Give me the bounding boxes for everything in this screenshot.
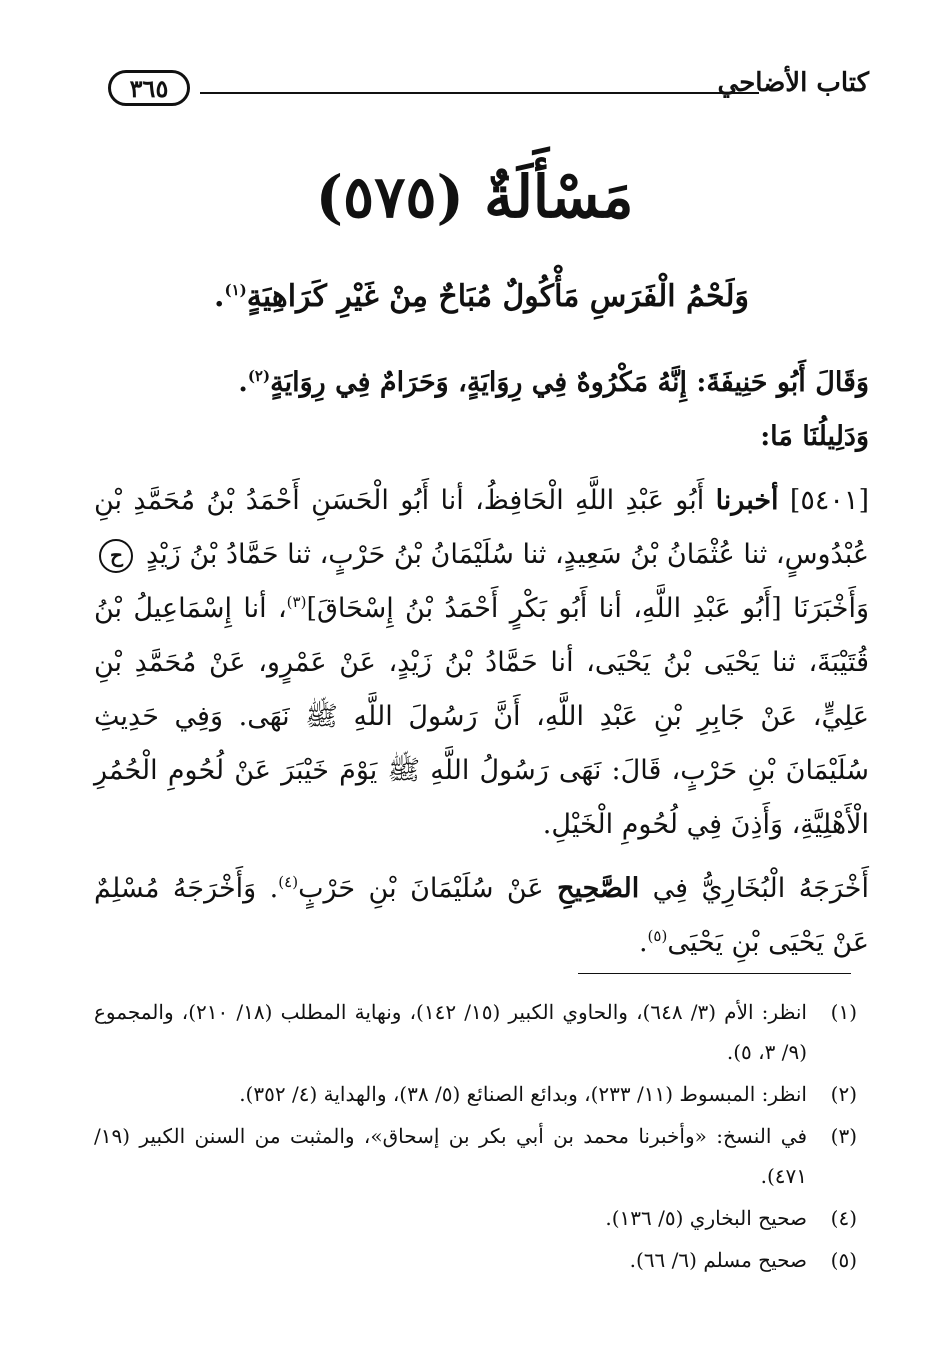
lead-statement: وَلَحْمُ الْفَرَسِ مَأْكُولٌ مُبَاحٌ مِنْ غَيْرِ كَرَاهِيَةٍ$^{(١)}$.	[214, 279, 749, 314]
footnote-text: صحيح البخاري (٥/ ١٣٦).	[605, 1206, 807, 1230]
footnote-ref-1: (١)	[224, 281, 247, 299]
takhrij-c: . وَأَخْرَجَهُ مُسْلِمٌ عَنْ يَحْيَى بْنِ يَحْيَى	[94, 873, 869, 958]
takhrij-end: .	[638, 927, 648, 958]
takhrij-b: عَنْ سُلَيْمَانَ بْنِ حَرْبٍ	[298, 873, 544, 904]
footnote-ref-5: (٥)	[647, 927, 668, 945]
lead-text: وَلَحْمُ الْفَرَسِ مَأْكُولٌ مُبَاحٌ مِنْ غَيْرِ كَرَاهِيَةٍ	[246, 279, 749, 314]
main-text	[94, 270, 869, 970]
footnote-4	[94, 1198, 857, 1238]
page-number: ٣٦٥	[129, 73, 169, 103]
footnote-ref-2: (٢)	[247, 367, 271, 385]
takhrij-a: أَخْرَجَهُ الْبُخَارِيُّ فِي	[652, 873, 869, 904]
second-isnad-b: ، أنا إِسْمَاعِيلُ بْنُ قُتَيْبَةَ، ثنا يَحْيَى بْنُ يَحْيَى، أنا حَمَّادُ بْنُ زَيْدٍ، عَنْ عَمْرٍو، عَنْ مُحَمَّدِ بْنِ عَلِيٍّ، عَنْ جَابِرِ بْنِ عَبْدِ اللَّهِ، أَنَّ رَسُولَ اللَّهِ ﷺ نَهَى. وَفِي حَدِيثِ سُلَيْمَانَ بْنِ حَرْبٍ، قَالَ: نَهَى رَسُولُ اللَّهِ ﷺ يَوْمَ خَيْبَرَ عَنْ لُحُومِ الْحُمُرِ الْأَهْلِيَّةِ، وَأَذِنَ فِي لُحُومِ الْخَيْلِ.	[94, 593, 869, 840]
footnote-2	[94, 1074, 857, 1114]
footnote-number: (٢)	[830, 1082, 857, 1106]
paragraph-abu-hanifa: وَقَالَ أَبُو حَنِيفَةَ: إِنَّهُ مَكْرُوهٌ فِي رِوَايَةٍ، وَحَرَامٌ فِي رِوَايَةٍ$^{(٢)}$.	[238, 367, 869, 398]
akhbarana-keyword: أخبرنا	[715, 485, 779, 516]
paragraph-evidence: وَدَلِيلُنَا مَا:	[760, 421, 869, 452]
footnote-text: انظر: المبسوط (١١/ ٢٣٣)، وبدائع الصنائع (٥/ ٣٨)، والهداية (٤/ ٣٥٢).	[239, 1082, 807, 1106]
footnote-ref-4: (٤)	[278, 873, 299, 891]
tahwil-ha-symbol: ح	[99, 539, 133, 573]
footnote-ref-3: (٣)	[286, 593, 307, 611]
footnote-number: (٤)	[830, 1206, 857, 1230]
book-title: كتاب الأضاحي	[717, 68, 869, 98]
isnad-text: أَبُو عَبْدِ اللَّهِ الْحَافِظُ، أنا أَبُو الْحَسَنِ أَحْمَدُ بْنُ مُحَمَّدِ بْنِ عُبْدُوسٍ، ثنا عُثْمَانُ بْنُ سَعِيدٍ، ثنا سُلَيْمَانُ بْنُ حَرْبٍ، ثنا حَمَّادُ بْنُ زَيْدٍ	[94, 485, 869, 570]
abu-hanifa-text: وَقَالَ أَبُو حَنِيفَةَ: إِنَّهُ مَكْرُوهٌ فِي رِوَايَةٍ، وَحَرَامٌ فِي رِوَايَةٍ	[270, 367, 869, 398]
masala-title: مَسْأَلَةٌ (٥٧٥)	[315, 163, 634, 231]
footnote-number: (٥)	[830, 1248, 857, 1272]
footnote-text: صحيح مسلم (٦/ ٦٦).	[629, 1248, 807, 1272]
footnote-1	[94, 992, 857, 1072]
paragraph-takhrij	[94, 862, 869, 970]
footnote-3	[94, 1116, 857, 1196]
page-number-badge	[108, 70, 190, 106]
page-header	[108, 58, 869, 114]
footnotes	[94, 992, 857, 1282]
sahih-word: الصَّحِيحِ	[557, 873, 640, 904]
footnote-number: (١)	[830, 1000, 857, 1024]
footnote-number: (٣)	[830, 1124, 857, 1148]
second-isnad-a: وَأَخْبَرَنَا [أَبُو عَبْدِ اللَّهِ، أنا أَبُو بَكْرٍ أَحْمَدُ بْنُ إِسْحَاقَ]	[306, 593, 869, 624]
footnote-5	[94, 1240, 857, 1280]
footnote-text: في النسخ: «وأخبرنا محمد بن أبي بكر بن إسحاق»، والمثبت من السنن الكبير (١٩/ ٤٧١).	[94, 1124, 808, 1188]
header-rule	[200, 92, 759, 94]
hadith-number: [٥٤٠١]	[789, 485, 869, 516]
paragraph-second-isnad	[94, 582, 869, 852]
footnote-separator	[578, 973, 851, 974]
footnote-text: انظر: الأم (٣/ ٦٤٨)، والحاوي الكبير (١٥/ ١٤٢)، ونهاية المطلب (١٨/ ٢١٠)، والمجموع (٩/ ٣، ٥).	[94, 1000, 807, 1064]
paragraph-hadith-5401	[94, 474, 869, 582]
